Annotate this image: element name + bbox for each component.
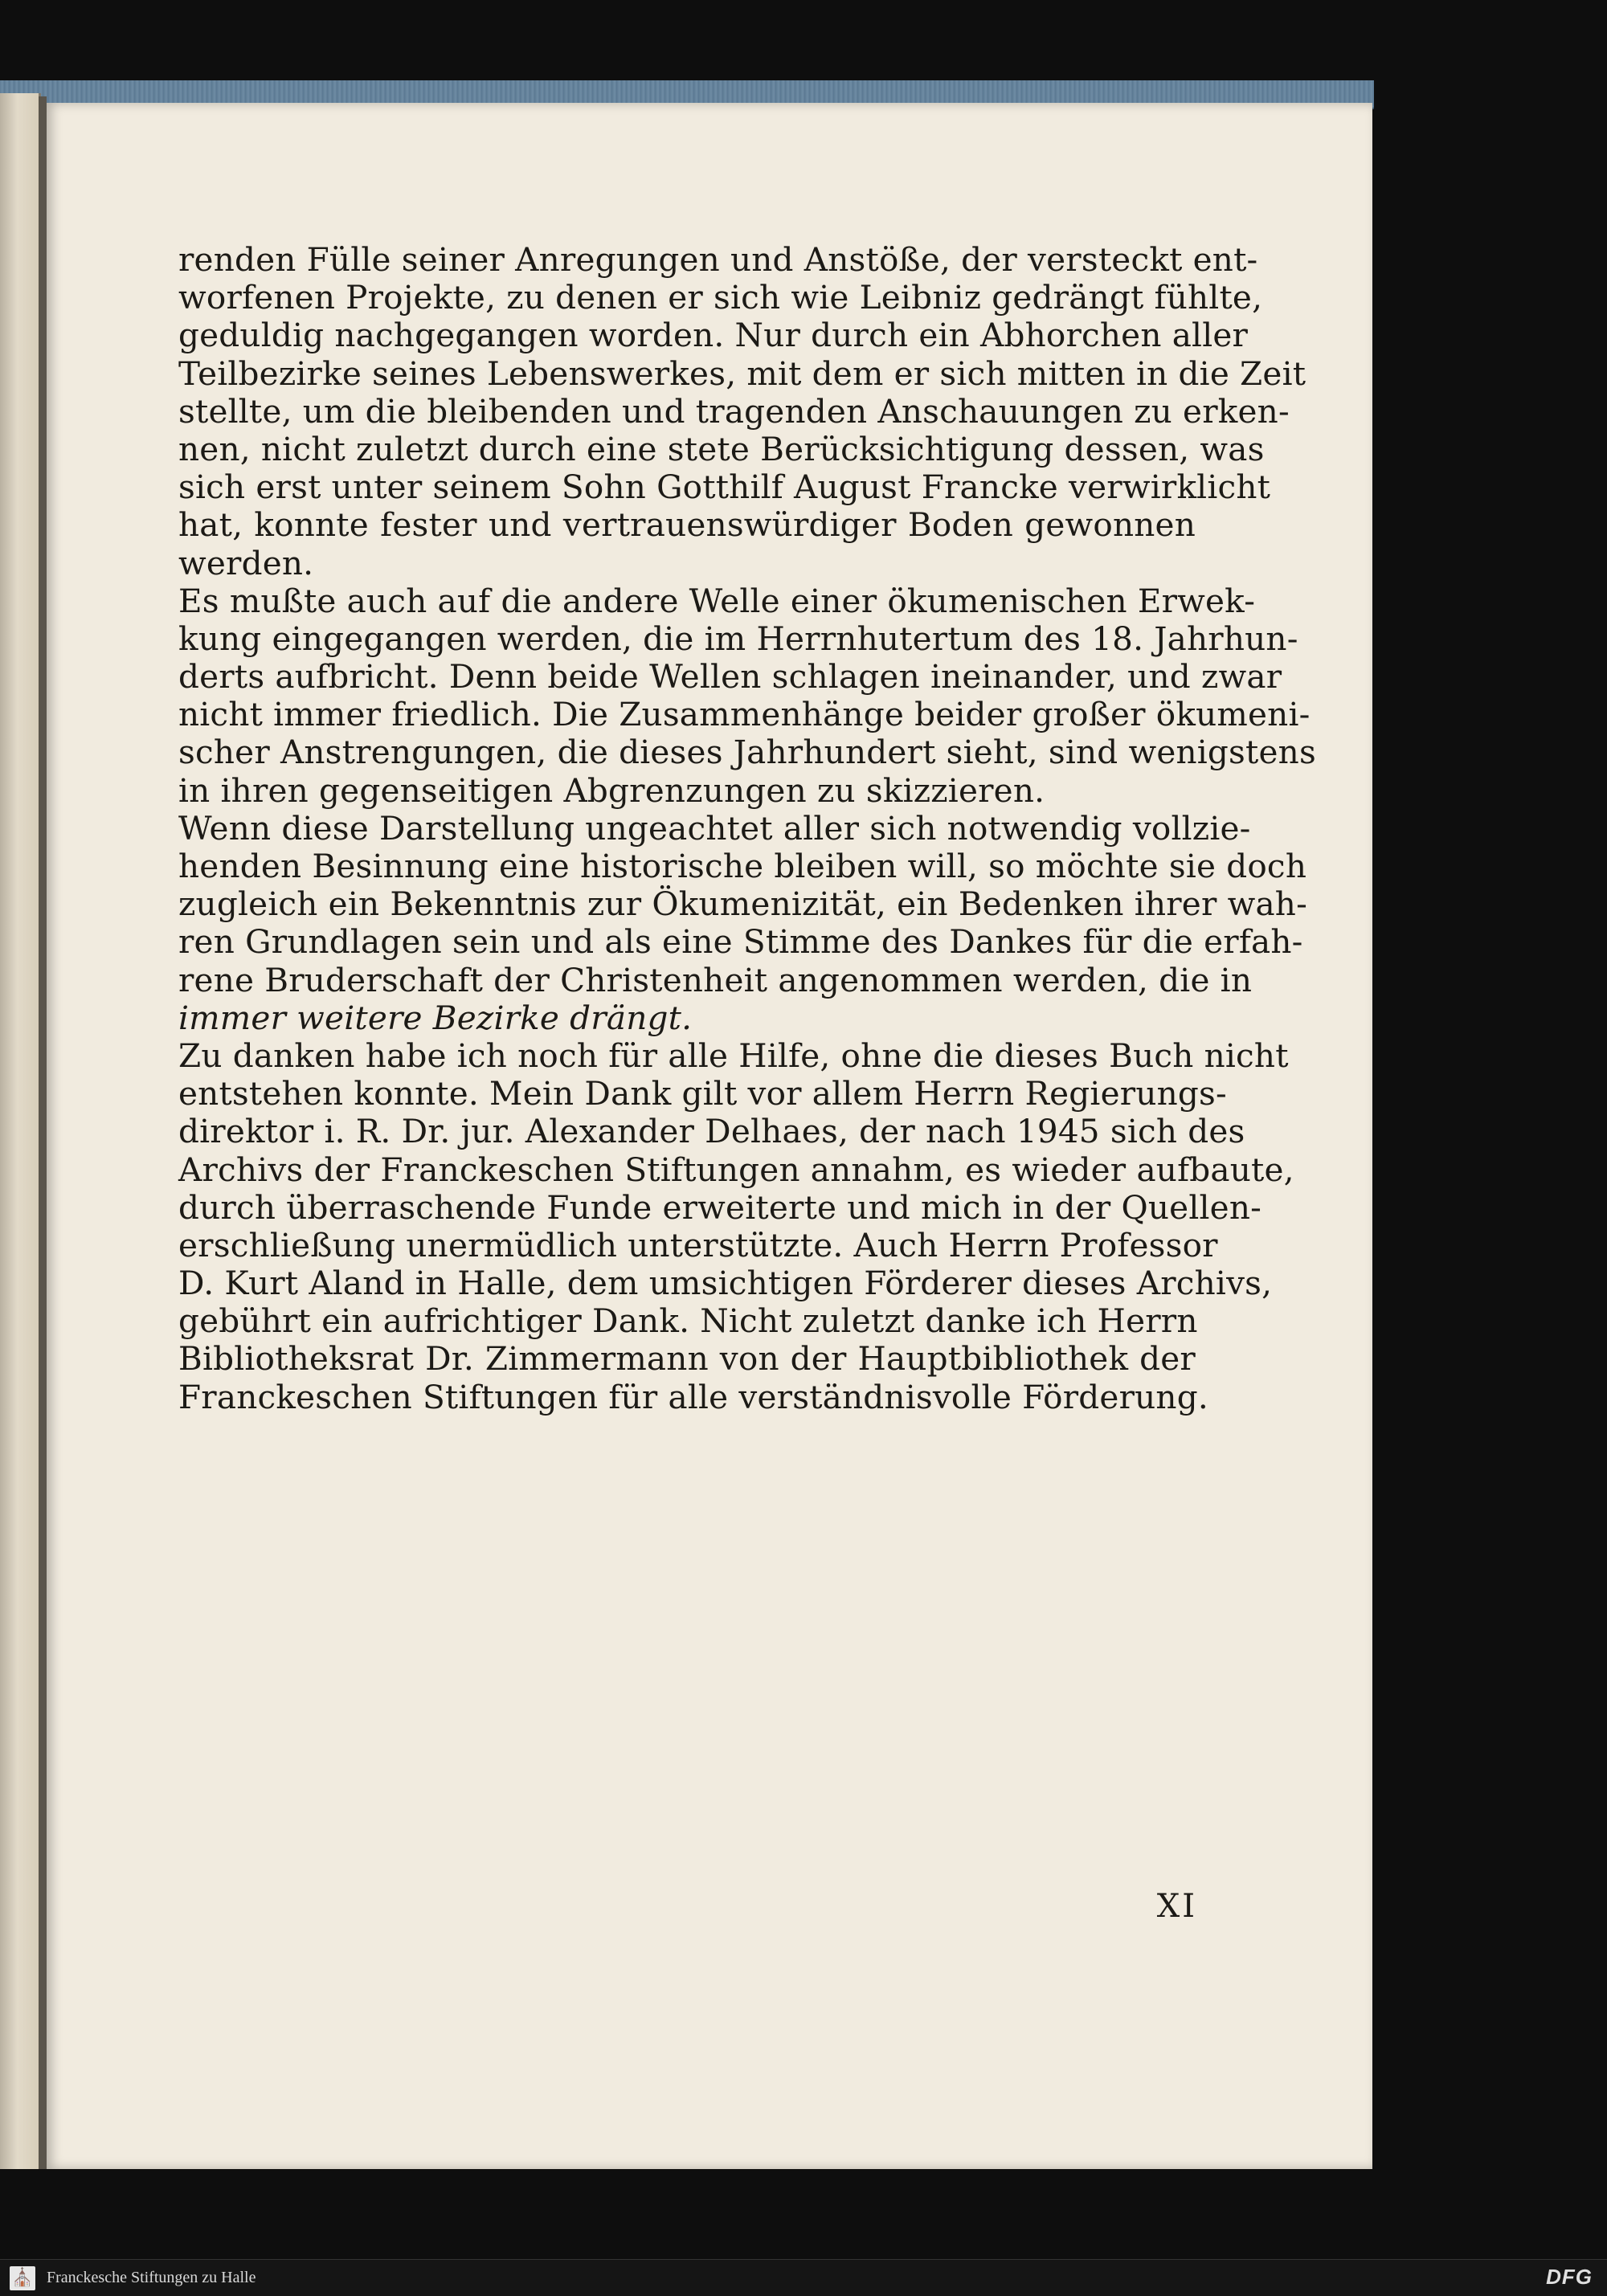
text-line: erschließung unermüdlich unterstützte. Auch Herrn Professor: [178, 1225, 1218, 1264]
institution-label: Franckesche Stiftungen zu Halle: [47, 2269, 256, 2286]
text-line: renden Fülle seiner Anregungen und Anstöße, der versteckt ent-: [178, 240, 1258, 279]
viewer-footer: [0, 2259, 1607, 2296]
text-line: gebührt ein aufrichtiger Dank. Nicht zuletzt danke ich Herrn: [178, 1301, 1198, 1341]
book-gutter: [39, 96, 47, 2169]
text-line: Zu danken habe ich noch für alle Hilfe, ohne die dieses Buch nicht: [178, 1036, 1289, 1075]
text-line: stellte, um die bleibenden und tragenden Anschauungen zu erken-: [178, 391, 1290, 431]
text-line: hat, konnte fester und vertrauenswürdiger Boden gewonnen: [178, 505, 1196, 545]
page-number: XI: [1156, 1888, 1197, 1925]
dfg-logo: DFG: [1546, 2265, 1593, 2289]
italic-text-line: immer weitere Bezirke drängt.: [178, 998, 693, 1037]
text-line: geduldig nachgegangen worden. Nur durch ein Abhorchen aller: [178, 316, 1249, 355]
text-line: derts aufbricht. Denn beide Wellen schlagen ineinander, und zwar: [178, 657, 1282, 697]
text-line: werden.: [178, 543, 314, 582]
facing-page-edge: [0, 93, 41, 2169]
text-line: direktor i. R. Dr. jur. Alexander Delhaes, der nach 1945 sich des: [178, 1112, 1245, 1151]
text-line: Wenn diese Darstellung ungeachtet aller sich notwendig vollzie-: [178, 808, 1251, 848]
text-line: Es mußte auch auf die andere Welle einer ökumenischen Erwek-: [178, 581, 1256, 620]
text-line: durch überraschende Funde erweiterte und mich in der Quellen-: [178, 1187, 1261, 1227]
text-line: entstehen konnte. Mein Dank gilt vor allem Herrn Regierungs-: [178, 1074, 1227, 1113]
text-line: zugleich ein Bekenntnis zur Ökumenizität, ein Bedenken ihrer wah-: [178, 884, 1307, 924]
text-line: Archivs der Franckeschen Stiftungen annahm, es wieder aufbaute,: [178, 1150, 1294, 1189]
text-line: scher Anstrengungen, die dieses Jahrhundert sieht, sind wenigstens: [178, 733, 1316, 772]
text-line: D. Kurt Aland in Halle, dem umsichtigen Förderer dieses Archivs,: [178, 1264, 1273, 1303]
text-line: ren Grundlagen sein und als eine Stimme des Dankes für die erfah-: [178, 922, 1303, 962]
text-line: Bibliotheksrat Dr. Zimmermann von der Hauptbibliothek der: [178, 1339, 1196, 1379]
body-text: [178, 240, 1316, 1416]
text-line: in ihren gegenseitigen Abgrenzungen zu skizzieren.: [178, 770, 1045, 810]
institution-logo-icon: ⛪: [10, 2266, 35, 2290]
text-line: worfenen Projekte, zu denen er sich wie Leibniz gedrängt fühlte,: [178, 278, 1263, 317]
text-line: Teilbezirke seines Lebenswerkes, mit dem er sich mitten in die Zeit: [178, 353, 1306, 393]
text-line: nicht immer friedlich. Die Zusammenhänge beider großer ökumeni-: [178, 695, 1311, 734]
text-line: kung eingegangen werden, die im Herrnhutertum des 18. Jahrhun-: [178, 619, 1298, 658]
text-line: henden Besinnung eine historische bleiben will, so möchte sie doch: [178, 847, 1307, 885]
text-line: nen, nicht zuletzt durch eine stete Berücksichtigung dessen, was: [178, 429, 1265, 468]
text-line: Franckeschen Stiftungen für alle verständnisvolle Förderung.: [178, 1377, 1208, 1416]
text-line: sich erst unter seinem Sohn Gotthilf August Francke verwirklicht: [178, 468, 1271, 507]
text-line: rene Bruderschaft der Christenheit angenommen werden, die in: [178, 960, 1253, 999]
